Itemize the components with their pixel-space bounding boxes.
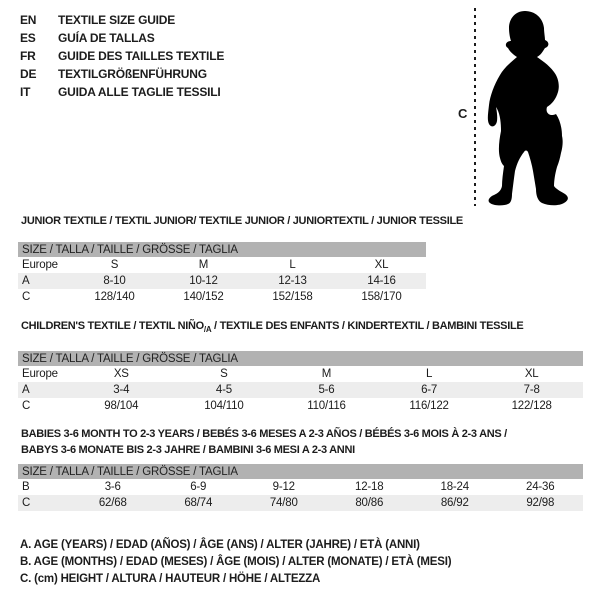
children-title-sub: /A <box>203 325 212 335</box>
age-cell: 12-18 <box>355 481 384 493</box>
language-row-en <box>20 11 224 29</box>
table-row-height <box>18 398 583 414</box>
language-title: GUIDE DES TAILLES TEXTILE <box>58 49 225 63</box>
height-cell: 68/74 <box>184 497 213 509</box>
children-size-header-bar: SIZE / TALLA / TAILLE / GRÖSSE / TAGLIA <box>18 351 583 366</box>
height-cell: 128/140 <box>94 291 135 303</box>
language-code: FR <box>20 49 36 63</box>
age-cell: 24-36 <box>526 481 555 493</box>
height-dashed-line <box>474 8 476 206</box>
language-row-es <box>20 29 224 47</box>
babies-title-line2: BABYS 3-6 MONATE BIS 2-3 JAHRE / BAMBINI 3-6 MESI A 2-3 ANNI <box>21 444 355 456</box>
language-row-it <box>20 83 224 101</box>
size-cell: M <box>198 259 209 271</box>
age-cell: 14-16 <box>367 275 396 287</box>
height-cell: 62/68 <box>98 497 127 509</box>
note-height-cm: C. (cm) HEIGHT / ALTURA / HAUTEUR / HÖHE / ALTEZZA <box>20 573 321 585</box>
language-code: EN <box>20 13 37 27</box>
age-cell: 3-4 <box>113 384 130 397</box>
babies-size-header-bar: SIZE / TALLA / TAILLE / GRÖSSE / TAGLIA <box>18 464 583 479</box>
age-cell: 3-6 <box>104 481 121 493</box>
age-cell: 4-5 <box>215 384 232 397</box>
language-code: ES <box>20 31 36 45</box>
size-cell: L <box>289 259 296 271</box>
language-header <box>20 11 224 101</box>
children-title-pre: CHILDREN'S TEXTILE / TEXTIL NIÑO <box>21 320 204 332</box>
note-age-years: A. AGE (YEARS) / EDAD (AÑOS) / ÂGE (ANS) / ALTER (JAHRE) / ETÀ (ANNI) <box>20 539 420 551</box>
row-label: C <box>22 291 31 303</box>
age-cell: 9-12 <box>272 481 295 493</box>
legend-notes <box>20 537 451 588</box>
babies-textile-table <box>18 426 583 511</box>
language-title: TEXTILGRÖßENFÜHRUNG <box>58 67 207 81</box>
language-code: DE <box>20 67 37 81</box>
row-label: Europe <box>22 259 58 271</box>
table-row-europe <box>18 257 426 273</box>
height-cell: 74/80 <box>269 497 298 509</box>
table-row-height <box>18 289 426 305</box>
table-row-age <box>18 382 583 398</box>
junior-size-header-bar: SIZE / TALLA / TAILLE / GRÖSSE / TAGLIA <box>18 242 426 257</box>
row-label: B <box>22 481 30 493</box>
language-title: GUIDA ALLE TAGLIE TESSILI <box>58 85 221 99</box>
table-row-height <box>18 495 583 511</box>
age-cell: 5-6 <box>318 384 335 397</box>
row-label: Europe <box>22 368 58 381</box>
height-dimension-label: C <box>458 106 468 121</box>
height-cell: 140/152 <box>183 291 224 303</box>
language-title: GUÍA DE TALLAS <box>58 31 155 45</box>
size-cell: XL <box>374 259 389 271</box>
height-cell: 104/110 <box>204 400 244 413</box>
size-cell: L <box>425 368 433 381</box>
row-label: A <box>22 275 30 287</box>
row-label: C <box>22 497 31 509</box>
height-cell: 92/98 <box>526 497 555 509</box>
height-cell: 110/116 <box>307 400 346 413</box>
size-cell: XL <box>524 368 539 381</box>
size-cell: S <box>110 259 119 271</box>
children-table-title <box>21 319 583 337</box>
height-cell: 86/92 <box>440 497 469 509</box>
size-cell: M <box>321 368 332 381</box>
note-age-months: B. AGE (MONTHS) / EDAD (MESES) / ÂGE (MOIS) / ALTER (MONATE) / ETÀ (MESI) <box>20 556 452 568</box>
babies-title-line1: BABIES 3-6 MONTH TO 2-3 YEARS / BEBÉS 3-6 MESES A 2-3 AÑOS / BÉBÉS 3-6 MOIS À 2-3 ANS / <box>21 428 507 440</box>
table-row-age-months <box>18 479 583 495</box>
table-row-age <box>18 273 426 289</box>
table-row-europe <box>18 366 583 382</box>
size-cell: XS <box>113 368 129 381</box>
height-cell: 98/104 <box>104 400 139 413</box>
age-cell: 8-10 <box>103 275 126 287</box>
row-label: A <box>22 384 30 397</box>
row-label: C <box>22 400 31 413</box>
junior-table-title: JUNIOR TEXTILE / TEXTIL JUNIOR/ TEXTILE JUNIOR / JUNIORTEXTIL / JUNIOR TESSILE <box>21 215 463 227</box>
language-row-de <box>20 65 224 83</box>
height-cell: 122/128 <box>511 400 552 413</box>
age-cell: 18-24 <box>440 481 469 493</box>
language-title: TEXTILE SIZE GUIDE <box>58 13 176 27</box>
height-cell: 116/122 <box>409 400 449 413</box>
babies-table-title <box>21 426 583 458</box>
height-cell: 158/170 <box>361 291 402 303</box>
age-cell: 12-13 <box>278 275 307 287</box>
children-title-post: / TEXTILE DES ENFANTS / KINDERTEXTIL / BAMBINI TESSILE <box>211 320 524 332</box>
language-code: IT <box>20 85 31 99</box>
size-cell: S <box>220 368 228 381</box>
language-row-fr <box>20 47 224 65</box>
age-cell: 6-7 <box>421 384 438 397</box>
age-cell: 10-12 <box>189 275 218 287</box>
age-cell: 7-8 <box>523 384 540 397</box>
age-cell: 6-9 <box>190 481 207 493</box>
junior-textile-table <box>18 214 463 305</box>
height-cell: 80/86 <box>355 497 384 509</box>
children-textile-table <box>18 319 583 414</box>
toddler-silhouette-icon <box>484 10 588 207</box>
height-cell: 152/158 <box>272 291 313 303</box>
